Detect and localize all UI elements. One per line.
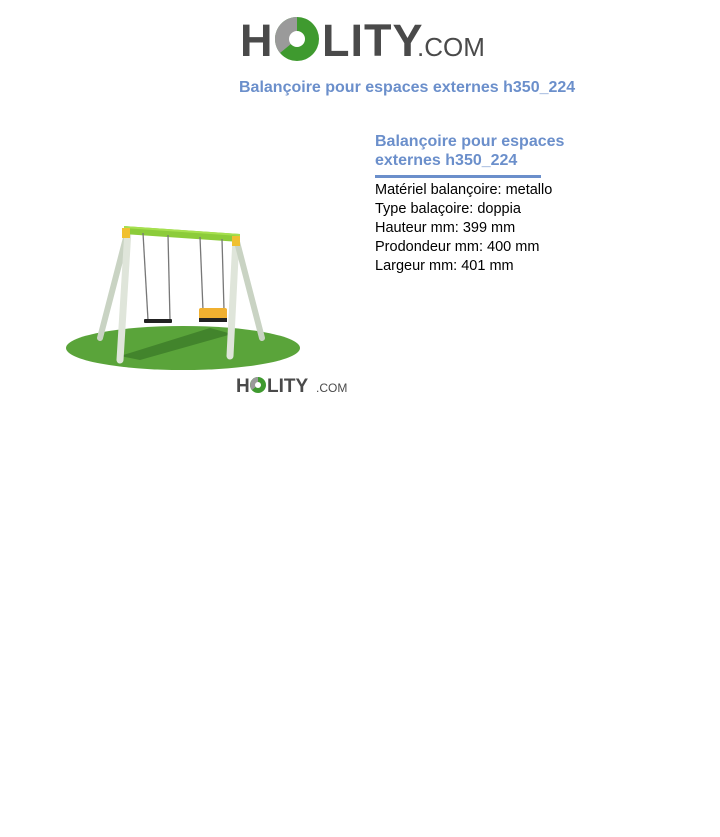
svg-text:.COM: .COM — [417, 32, 485, 62]
title-divider — [375, 175, 541, 178]
spec-list — [375, 181, 615, 276]
svg-text:LITY: LITY — [322, 15, 424, 66]
svg-text:.COM: .COM — [316, 381, 348, 395]
spec-height: Hauteur mm: 399 mm — [375, 220, 516, 236]
svg-text:LITY: LITY — [267, 376, 309, 397]
holity-logo — [240, 10, 485, 68]
spec-type: Type balaçoire: doppia — [375, 201, 521, 217]
spec-depth: Prodondeur mm: 400 mm — [375, 239, 540, 255]
svg-text:H: H — [236, 376, 250, 397]
swing-set-image — [0, 188, 360, 402]
spec-width: Largeur mm: 401 mm — [375, 258, 514, 274]
logo-o-icon — [275, 17, 319, 61]
page-title: Balançoire pour espaces externes h350_224 — [239, 79, 576, 96]
spec-material: Matériel balançoire: metallo — [375, 182, 553, 198]
product-details — [375, 132, 615, 276]
watermark-logo — [236, 376, 347, 397]
product-title: Balançoire pour espaces externes h350_224 — [375, 133, 565, 169]
svg-text:H: H — [240, 15, 274, 66]
